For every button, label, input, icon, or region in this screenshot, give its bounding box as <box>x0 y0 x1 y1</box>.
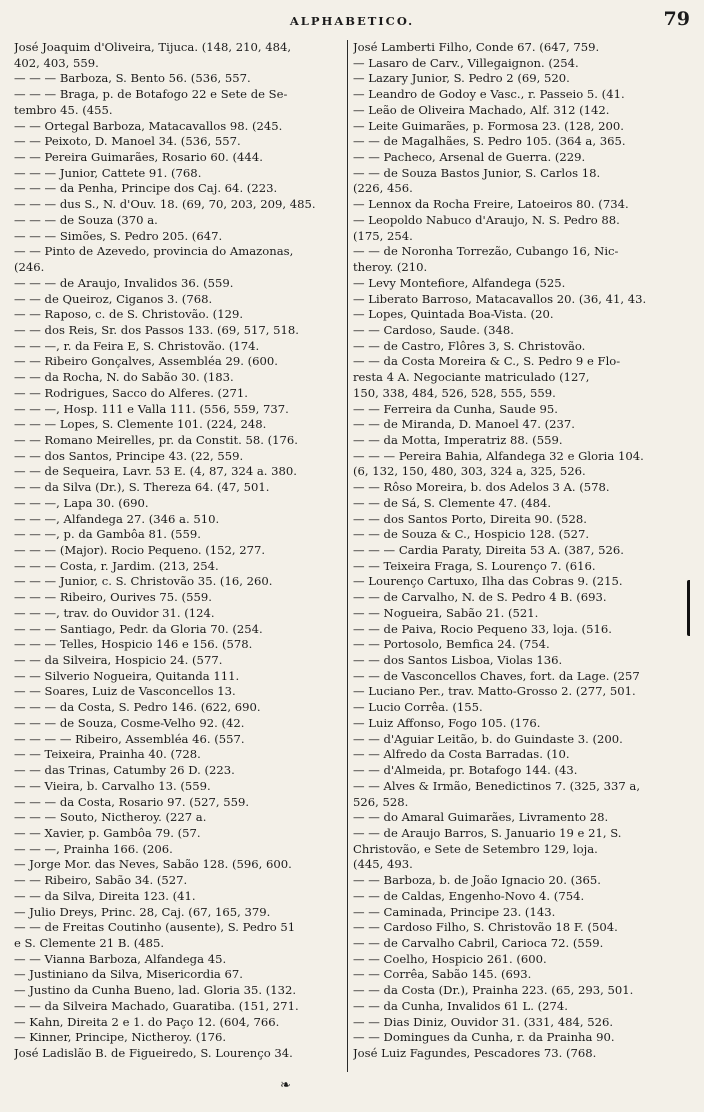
directory-entry-line: — — dos Santos Lisboa, Violas 136. <box>353 653 563 668</box>
directory-entry-line: — — Xavier, p. Gambôa 79. (57. <box>14 825 201 840</box>
directory-entry-line: — — de Queiroz, Ciganos 3. (768. <box>14 291 213 306</box>
directory-entry-line: — — d'Aguiar Leitão, b. do Guindaste 3. (200. <box>353 731 623 746</box>
directory-entry-line: — Jorge Mor. das Neves, Sabão 128. (596, 600. <box>14 857 292 872</box>
directory-entry-line: — — — Cardia Paraty, Direita 53 A. (387, 526. <box>353 543 624 557</box>
directory-entry-line: — — Dias Diniz, Ouvidor 31. (331, 484, 526. <box>353 1014 614 1029</box>
page-title: ALPHABETICO. <box>289 14 415 28</box>
directory-entry-line: — Leandro de Godoy e Vasc., r. Passeio 5. (41. <box>353 87 625 102</box>
directory-entry-line: — Kahn, Direita 2 e 1. do Paço 12. (604, 766. <box>14 1014 280 1029</box>
directory-entry-line: — — do Amaral Guimarães, Livramento 28. <box>353 810 609 825</box>
directory-entry-line: — — —, trav. do Ouvidor 31. (124. <box>14 605 215 620</box>
directory-entry-line: — — Romano Meirelles, pr. da Constit. 58. (176. <box>14 432 298 447</box>
directory-entry-line: 526, 528. <box>353 794 409 809</box>
directory-entry-line: (246. <box>14 260 45 275</box>
directory-entry-line: — — de Noronha Torrezão, Cubango 16, Nic- <box>353 244 619 259</box>
directory-entry-line: — Lasaro de Carv., Villegaignon. (254. <box>353 55 579 70</box>
directory-entry-line: — — da Silveira, Hospicio 24. (577. <box>14 653 223 668</box>
directory-entry-line: — — —, Alfandega 27. (346 a. 510. <box>14 511 220 526</box>
directory-entry-line: — Luiz Affonso, Fogo 105. (176. <box>353 715 541 730</box>
directory-entry-line: — — — de Souza, Cosme-Velho 92. (42. <box>14 715 245 730</box>
directory-entry-line: — — dos Reis, Sr. dos Passos 133. (69, 517, 518. <box>14 322 299 337</box>
directory-entry-line: — Lennox da Rocha Freire, Latoeiros 80. (734. <box>353 197 629 212</box>
column-divider <box>347 40 348 1072</box>
directory-entry-line: — — Raposo, c. de S. Christovão. (129. <box>14 307 244 322</box>
directory-entry-line: — — Ribeiro Gonçalves, Assembléa 29. (600. <box>14 354 278 369</box>
directory-entry-line: e S. Clemente 21 B. (485. <box>14 935 165 950</box>
directory-entry-line: — — de Souza Bastos Junior, S. Carlos 18. <box>353 165 601 180</box>
right-column <box>353 40 691 1080</box>
directory-entry-line: — — Nogueira, Sabão 21. (521. <box>353 605 539 620</box>
directory-entry-line: — — da Silveira Machado, Guaratiba. (151, 271. <box>14 998 299 1013</box>
directory-entry-line: — — da Silva (Dr.), S. Thereza 64. (47, 501. <box>14 480 270 495</box>
directory-entry-line: — — — da Costa, Rosario 97. (527, 559. <box>14 794 250 809</box>
directory-entry-line: — — de Araujo Barros, S. Januario 19 e 21, S. <box>353 825 622 840</box>
directory-entry-line: — Luciano Per., trav. Matto-Grosso 2. (277, 501. <box>353 684 636 699</box>
directory-entry-line: — Liberato Barroso, Matacavallos 20. (36, 41, 43. <box>353 291 647 306</box>
directory-entry-line: José Luiz Fagundes, Pescadores 73. (768. <box>353 1046 597 1060</box>
directory-entry-line: — — Corrêa, Sabão 145. (693. <box>353 967 532 982</box>
directory-entry-line: — — —, r. da Feira E, S. Christovão. (174. <box>14 338 260 353</box>
directory-entry-line: — — de Magalhães, S. Pedro 105. (364 a, 365. <box>353 134 626 149</box>
directory-entry-line: José Joaquim d'Oliveira, Tijuca. (148, 210, 484, <box>14 40 292 54</box>
page-header <box>0 8 704 34</box>
directory-entry-line: — — Coelho, Hospicio 261. (600. <box>353 951 547 966</box>
directory-entry-line: — — Cardoso Filho, S. Christovão 18 F. (504. <box>353 920 618 935</box>
directory-entry-line: — — — dus S., N. d'Ouv. 18. (69, 70, 203, 209, 485. <box>14 197 316 212</box>
directory-entry-line: — Leite Guimarães, p. Formosa 23. (128, 200. <box>353 118 624 133</box>
directory-entry-line: — Lucio Corrêa. (155. <box>353 700 483 715</box>
directory-entry-line: — — Peixoto, D. Manoel 34. (536, 557. <box>14 134 241 149</box>
directory-entry-line: — — dos Santos Porto, Direita 90. (528. <box>353 511 587 526</box>
directory-entry-line: — — — Junior, Cattete 91. (768. <box>14 165 202 180</box>
directory-entry-line: — — — Santiago, Pedr. da Gloria 70. (254. <box>14 621 263 636</box>
directory-entry-line: — — — — Ribeiro, Assembléa 46. (557. <box>14 731 245 746</box>
directory-entry-line: — — Vieira, b. Carvalho 13. (559. <box>14 778 211 793</box>
directory-entry-line: — Justiniano da Silva, Misericordia 67. <box>14 967 243 982</box>
directory-entry-line: — — Barboza, b. de João Ignacio 20. (365. <box>353 873 601 888</box>
directory-entry-line: (175, 254. <box>353 228 413 243</box>
directory-entry-line: — — — Costa, r. Jardim. (213, 254. <box>14 558 219 573</box>
directory-entry-line: — — — Telles, Hospicio 146 e 156. (578. <box>14 637 253 652</box>
directory-entry-line: — — de Paiva, Rocio Pequeno 33, loja. (516. <box>353 621 612 636</box>
margin-bracket-mark <box>687 580 702 636</box>
directory-entry-line: — — da Rocha, N. do Sabão 30. (183. <box>14 370 234 385</box>
directory-entry-line: — — —, p. da Gambôa 81. (559. <box>14 527 201 542</box>
directory-entry-line: — — de Freitas Coutinho (ausente), S. Pedro 51 <box>14 920 296 935</box>
directory-entry-line: — Julio Dreys, Princ. 28, Caj. (67, 165, 379. <box>14 904 271 919</box>
directory-entry-line: — — de Souza & C., Hospicio 128. (527. <box>353 527 590 542</box>
directory-entry-line: — — — Simões, S. Pedro 205. (647. <box>14 228 223 243</box>
directory-entry-line: — Lourenço Cartuxo, Ilha das Cobras 9. (215. <box>353 574 623 589</box>
directory-entry-line: — — Teixeira, Prainha 40. (728. <box>14 747 201 762</box>
directory-entry-line: — — Rôso Moreira, b. dos Adelos 3 A. (578. <box>353 480 610 495</box>
directory-entry-line: (6, 132, 150, 480, 303, 324 a, 325, 526. <box>353 464 586 479</box>
directory-entry-line: — Kinner, Principe, Nictheroy. (176. <box>14 1030 227 1045</box>
directory-entry-line: — — — Braga, p. de Botafogo 22 e Sete de Se- <box>14 87 288 102</box>
directory-entry-line: — — Alves & Irmão, Benedictinos 7. (325, 337 a, <box>353 778 641 793</box>
directory-entry-line: — — — de Souza (370 a. <box>14 212 158 227</box>
directory-entry-line: — — dos Santos, Principe 43. (22, 559. <box>14 448 244 463</box>
directory-entry-line: — — — da Costa, S. Pedro 146. (622, 690. <box>14 700 261 715</box>
directory-entry-line: José Lamberti Filho, Conde 67. (647, 759. <box>353 40 600 54</box>
left-column <box>14 40 344 1080</box>
directory-entry-line: theroy. (210. <box>353 260 428 275</box>
directory-entry-line: — — d'Almeida, pr. Botafogo 144. (43. <box>353 763 578 778</box>
directory-entry-line: — — da Cunha, Invalidos 61 L. (274. <box>353 998 568 1013</box>
directory-entry-line: — — Ortegal Barboza, Matacavallos 98. (245. <box>14 118 283 133</box>
directory-entry-line: — — —, Prainha 166. (206. <box>14 841 173 856</box>
directory-entry-line: — — — Barboza, S. Bento 56. (536, 557. <box>14 71 251 86</box>
directory-entry-line: — — Ferreira da Cunha, Saude 95. <box>353 401 558 416</box>
directory-entry-line: — — Pacheco, Arsenal de Guerra. (229. <box>353 150 586 165</box>
directory-entry-line: — — Cardoso, Saude. (348. <box>353 322 514 337</box>
directory-entry-line: — — de Carvalho Cabril, Carioca 72. (559. <box>353 935 604 950</box>
directory-entry-line: — — — Ribeiro, Ourives 75. (559. <box>14 590 212 605</box>
directory-entry-line: — — — de Araujo, Invalidos 36. (559. <box>14 275 234 290</box>
directory-entry-line: — — Soares, Luiz de Vasconcellos 13. <box>14 684 236 699</box>
directory-entry-line: — — Vianna Barboza, Alfandega 45. <box>14 951 227 966</box>
directory-entry-line: — — — Pereira Bahia, Alfandega 32 e Gloria 104. <box>353 448 644 463</box>
directory-entry-line: — — Portosolo, Bemfica 24. (754. <box>353 637 550 652</box>
directory-entry-line: — — de Carvalho, N. de S. Pedro 4 B. (693. <box>353 590 607 605</box>
directory-entry-line: — Leão de Oliveira Machado, Alf. 312 (142. <box>353 102 610 117</box>
directory-entry-line: — — Silverio Nogueira, Quitanda 111. <box>14 668 240 683</box>
directory-entry-line: — — da Costa Moreira & C., S. Pedro 9 e Flo- <box>353 354 621 369</box>
directory-entry-line: — — —, Hosp. 111 e Valla 111. (556, 559, 737. <box>14 401 289 416</box>
directory-entry-line: — — — (Major). Rocio Pequeno. (152, 277. <box>14 543 266 557</box>
directory-entry-line: — — de Castro, Flôres 3, S. Christovão. <box>353 338 586 353</box>
page-number: 79 <box>663 8 690 30</box>
directory-entry-line: — Justino da Cunha Bueno, lad. Gloria 35. (132. <box>14 983 297 998</box>
directory-entry-line: — Levy Montefiore, Alfandega (525. <box>353 275 566 290</box>
directory-entry-line: — — Caminada, Principe 23. (143. <box>353 904 556 919</box>
directory-entry-line: — — — da Penha, Principe dos Caj. 64. (223. <box>14 181 278 196</box>
directory-entry-line: — — de Miranda, D. Manoel 47. (237. <box>353 417 575 432</box>
directory-entry-line: — — Alfredo da Costa Barradas. (10. <box>353 747 570 762</box>
directory-entry-line: 150, 338, 484, 526, 528, 555, 559. <box>353 385 556 400</box>
directory-entry-line: — Lazary Junior, S. Pedro 2 (69, 520. <box>353 71 570 86</box>
directory-entry-line: — — Domingues da Cunha, r. da Prainha 90. <box>353 1030 615 1045</box>
directory-entry-line: — Leopoldo Nabuco d'Araujo, N. S. Pedro 88. <box>353 212 620 227</box>
directory-entry-line: — — — Souto, Nictheroy. (227 a. <box>14 810 207 825</box>
directory-entry-line: — — Teixeira Fraga, S. Lourenço 7. (616. <box>353 558 596 573</box>
directory-entry-line: — — de Vasconcellos Chaves, fort. da Lage. (257 <box>353 668 640 683</box>
directory-entry-line: — — de Sequeira, Lavr. 53 E. (4, 87, 324 a. 380. <box>14 464 297 479</box>
directory-entry-line: — — da Silva, Direita 123. (41. <box>14 888 196 903</box>
directory-entry-line: — — Pinto de Azevedo, provincia do Amazonas, <box>14 244 294 259</box>
footer-ornament: ❧ <box>280 1078 291 1093</box>
directory-entry-line: — Lopes, Quintada Boa-Vista. (20. <box>353 307 554 322</box>
directory-entry-line: Christovão, e Sete de Setembro 129, loja. <box>353 841 598 856</box>
directory-entry-line: — — das Trinas, Catumby 26 D. (223. <box>14 763 235 778</box>
directory-entry-line: José Ladislão B. de Figueiredo, S. Lourenço 34. <box>14 1046 293 1060</box>
directory-entry-line: — — — Lopes, S. Clemente 101. (224, 248. <box>14 417 267 432</box>
directory-entry-line: — — de Caldas, Engenho-Novo 4. (754. <box>353 888 585 903</box>
directory-entry-line: — — Pereira Guimarães, Rosario 60. (444. <box>14 150 263 165</box>
directory-entry-line: (445, 493. <box>353 857 413 872</box>
directory-entry-line: — — — Junior, c. S. Christovão 35. (16, 260. <box>14 574 273 589</box>
directory-entry-line: resta 4 A. Negociante matriculado (127, <box>353 370 590 385</box>
directory-entry-line: (226, 456. <box>353 181 413 196</box>
directory-entry-line: tembro 45. (455. <box>14 102 113 117</box>
directory-entry-line: — — da Motta, Imperatriz 88. (559. <box>353 432 563 447</box>
directory-entry-line: 402, 403, 559. <box>14 55 99 70</box>
directory-entry-line: — — da Costa (Dr.), Prainha 223. (65, 293, 501. <box>353 983 634 998</box>
directory-entry-line: — — de Sá, S. Clemente 47. (484. <box>353 495 552 510</box>
directory-entry-line: — — Ribeiro, Sabão 34. (527. <box>14 873 188 888</box>
directory-entry-line: — — —, Lapa 30. (690. <box>14 495 149 510</box>
directory-entry-line: — — Rodrigues, Sacco do Alferes. (271. <box>14 385 248 400</box>
